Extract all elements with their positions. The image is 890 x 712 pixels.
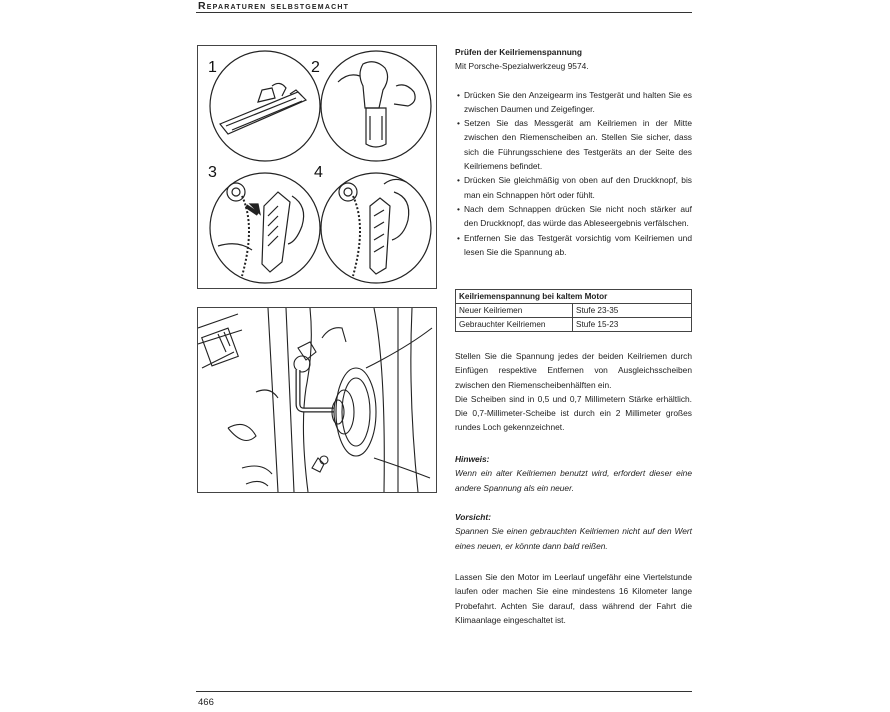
engine-pulley-illustration [197, 307, 437, 493]
note-text: Wenn ein alter Keilriemen benutzt wird, erfordert dieser eine andere Spannung als ein neuer. [455, 468, 692, 493]
table-cell-value: Stufe 15-23 [573, 318, 692, 332]
footer-rule [196, 691, 692, 692]
panel-label-2: 2 [311, 59, 320, 76]
panel-label-4: 4 [314, 164, 323, 181]
final-paragraph: Lassen Sie den Motor im Leerlauf ungefähr eine Viertelstunde laufen oder machen Sie eine mindestens 16 Kilometer lange Probefahrt. Achten Sie darauf, dass während der Fahrt die Klimaanlage eingeschaltet ist. [455, 572, 692, 625]
table-row [456, 318, 692, 332]
panel-4-circle [321, 173, 431, 283]
panel-label-1: 1 [208, 59, 217, 76]
table-row [456, 304, 692, 318]
table-cell-label: Gebrauchter Keilriemen [456, 318, 573, 332]
caution-text: Spannen Sie einen gebrauchten Keilriemen nicht auf den Wert eines neuen, er könnte dann bald reißen. [455, 526, 692, 551]
table-header-row [456, 290, 692, 304]
paragraph: Stellen Sie die Spannung jedes der beiden Keilriemen durch Einfügen respektive Entfernen von Ausgleichsscheiben zwischen den Riemenscheibenhälften ein. [455, 351, 692, 390]
caution-heading: Vorsicht: [455, 512, 491, 522]
belt-tension-section [455, 45, 692, 259]
adjustment-text [455, 349, 692, 435]
table-cell-label: Neuer Keilriemen [456, 304, 573, 318]
paragraph: Die Scheiben sind in 0,5 und 0,7 Millimetern Stärke erhältlich. Die 0,7-Millimeter-Scheibe ist durch ein 2 Millimeter großes rundes Loch gekennzeichnet. [455, 393, 692, 433]
caution-block [455, 510, 692, 553]
list-item: • Drücken Sie den Anzeigearm ins Testgerät und halten Sie es zwischen Daumen und Zeigefinger. [455, 88, 692, 117]
engine-pulley-drawing [198, 308, 436, 492]
table-cell-value: Stufe 23-35 [573, 304, 692, 318]
gauge-body [220, 92, 306, 134]
belt-tension-table [455, 289, 692, 332]
list-item: • Nach dem Schnappen drücken Sie nicht noch stärker auf den Druckknopf, das würde das Ableseergebnis verfälschen. [455, 202, 692, 231]
note-heading: Hinweis: [455, 454, 490, 464]
section-subtitle: Mit Porsche-Spezialwerkzeug 9574. [455, 61, 589, 72]
table-header: Keilriemenspannung bei kaltem Motor [456, 290, 692, 304]
panel-label-3: 3 [208, 164, 217, 181]
list-item: • Entfernen Sie das Testgerät vorsichtig vom Keilriemen und lesen Sie die Spannung ab. [455, 231, 692, 260]
list-item: • Setzen Sie das Messgerät am Keilriemen in der Mitte zwischen den Riemenscheiben an. Stellen Sie sicher, dass sich die Führungsschiene des Testgeräts an der Seite des Keilriemens befindet. [455, 116, 692, 173]
instruction-list [455, 88, 692, 260]
wrench [298, 370, 334, 410]
gauge-plunger [366, 108, 386, 147]
panel-2-circle [321, 51, 431, 161]
list-item: • Drücken Sie gleichmäßig von oben auf den Druckknopf, bis man ein Schnappen hört oder fühlt. [455, 173, 692, 202]
tension-gauge-illustration [197, 45, 437, 289]
note-block [455, 452, 692, 495]
header-rule [196, 12, 692, 13]
running-header: Reparaturen selbstgemacht [198, 0, 350, 12]
tension-gauge-drawing [198, 46, 436, 288]
section-title: Prüfen der Keilriemenspannung [455, 47, 583, 57]
gauge-on-belt-3 [262, 192, 290, 272]
page-number: 466 [198, 697, 214, 708]
